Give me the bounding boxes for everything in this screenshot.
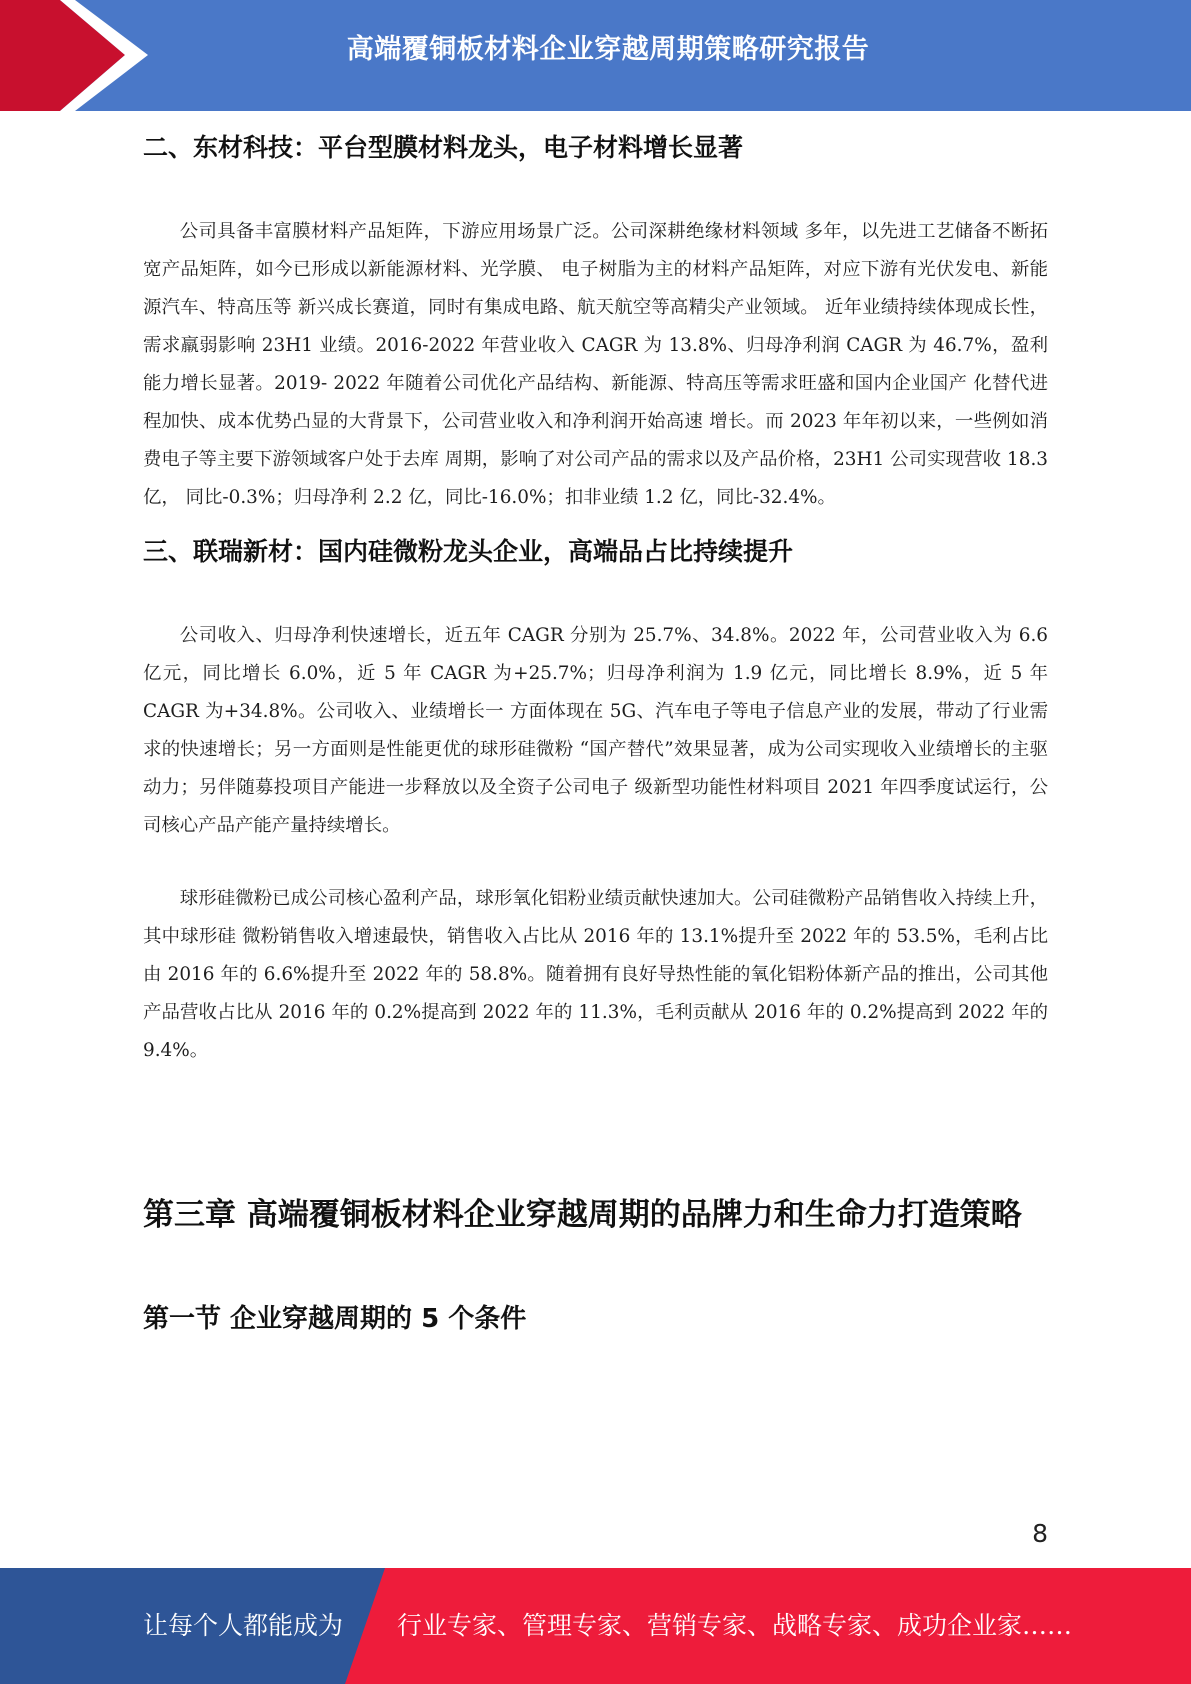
page-content <box>143 128 1048 1339</box>
subsection-heading: 第一节 企业穿越周期的 5 个条件 <box>143 1304 527 1334</box>
paragraph-lianrui-products: 球形硅微粉已成公司核心盈利产品，球形氧化铝粉业绩贡献快速加大。公司硅微粉产品销售收入持续上升，其中球形硅 微粉销售收入增速最快，销售收入占比从 2016 年的 13.1%提升至 2022 年的 53.5%，毛利占比由 2016 年的 6.6%提升至 2022 年的 58.8%。随着拥有良好导热性能的氧化铝粉体新产品的推出，公司其他产品营收占比从 2016 年的 0.2%提高到 2022 年的 11.3%，毛利贡献从 2016 年的 0.2%提高到 2022 年的 9.4%。 <box>143 888 1048 1061</box>
paragraph-dongcai: 公司具备丰富膜材料产品矩阵，下游应用场景广泛。公司深耕绝缘材料领域 多年，以先进工艺储备不断拓宽产品矩阵，如今已形成以新能源材料、光学膜、 电子树脂为主的材料产品矩阵，对应下游有光伏发电、新能源汽车、特高压等 新兴成长赛道，同时有集成电路、航天航空等高精尖产业领域。 近年业绩持续体现成长性，需求羸弱影响 23H1 业绩。2016-2022 年营业收入 CAGR 为 13.8%、归母净利润 CAGR 为 46.7%，盈利能力增长显著。2019- 2022 年随着公司优化产品结构、新能源、特高压等需求旺盛和国内企业国产 化替代进程加快、成本优势凸显的大背景下，公司营业收入和净利润开始高速 增长。而 2023 年年初以来，一些例如消费电子等主要下游领域客户处于去库 周期，影响了对公司产品的需求以及产品价格，23H1 公司实现营收 18.3 亿， 同比-0.3%；归母净利 2.2 亿，同比-16.0%；扣非业绩 1.2 亿，同比-32.4%。 <box>143 221 1048 508</box>
section-heading-lianrui: 三、联瑞新材：国内硅微粉龙头企业，高端品占比持续提升 <box>143 537 794 566</box>
footer-slogan-left: 让每个人都能成为 <box>143 1611 344 1640</box>
paragraph-lianrui-growth: 公司收入、归母净利快速增长，近五年 CAGR 分别为 25.7%、34.8%。2022 年，公司营业收入为 6.6 亿元，同比增长 6.0%，近 5 年 CAGR 为+25.7%；归母净利润为 1.9 亿元，同比增长 8.9%，近 5 年 CAGR 为+34.8%。公司收入、业绩增长一 方面体现在 5G、汽车电子等电子信息产业的发展，带动了行业需求的快速增长；另一方面则是性能更优的球形硅微粉 “国产替代”效果显著，成为公司实现收入业绩增长的主驱动力；另伴随募投项目产能进一步释放以及全资子公司电子 级新型功能性材料项目 2021 年四季度试运行，公司核心产品产能产量持续增长。 <box>143 625 1048 836</box>
report-title: 高端覆铜板材料企业穿越周期策略研究报告 <box>346 34 870 65</box>
chapter-heading: 第三章 高端覆铜板材料企业穿越周期的品牌力和生命力打造策略 <box>143 1197 1022 1233</box>
page-header <box>0 0 1191 111</box>
section-heading-dongcai: 二、东材科技：平台型膜材料龙头，电子材料增长显著 <box>143 133 744 162</box>
page-footer <box>0 1568 1191 1684</box>
page-number: 8 <box>1032 1519 1048 1548</box>
footer-slogan-right: 行业专家、管理专家、营销专家、战略专家、成功企业家…… <box>397 1611 1073 1640</box>
